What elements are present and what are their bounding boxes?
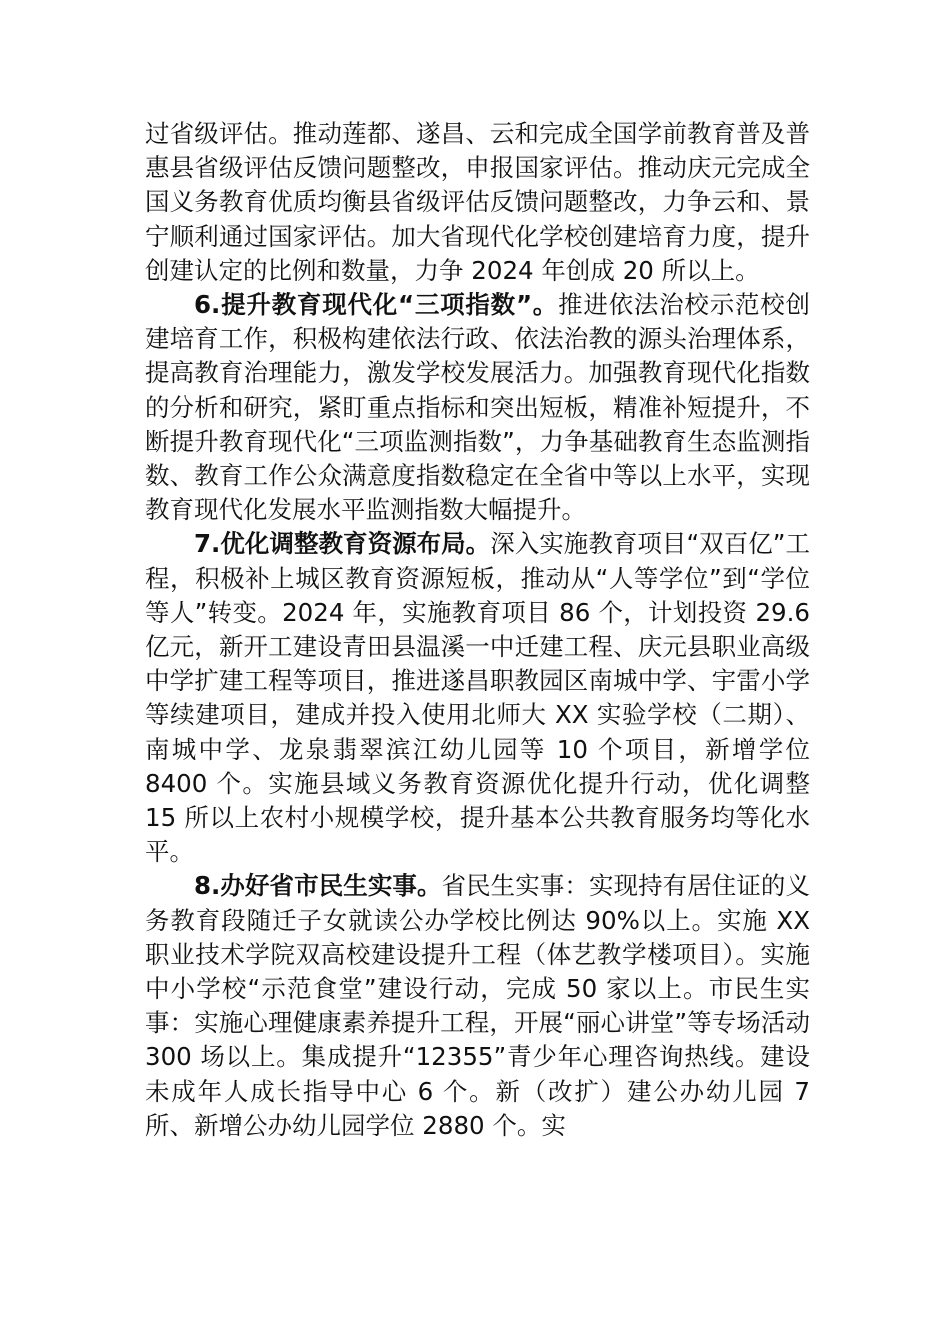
paragraph-section-7 [145,527,810,869]
paragraph-body: 推进依法治校示范校创建培育工作，积极构建依法行政、依法治教的源头治理体系，提高教育治理能力，激发学校发展活力。加强教育现代化指数的分析和研究，紧盯重点指标和突出短板，精准补短提升，不断提升教育现代化“三项监测指数”，力争基础教育生态监测指数、教育工作公众满意度指数稳定在全省中等以上水平，实现教育现代化发展水平监测指数大幅提升。 [145,290,811,525]
paragraph-body: 过省级评估。推动莲都、遂昌、云和完成全国学前教育普及普惠县省级评估反馈问题整改，申报国家评估。推动庆元完成全国义务教育优质均衡县省级评估反馈问题整改，力争云和、景宁顺利通过国家评估。加大省现代化学校创建培育力度，提升创建认定的比例和数量，力争 2024 年创成 20 所以上。 [145,119,810,285]
paragraph-body: 省民生实事：实现持有居住证的义务教育段随迁子女就读公办学校比例达 90%以上。实施 XX 职业技术学院双高校建设提升工程（体艺教学楼项目）。实施中小学校“示范食堂”建设行动，完成 50 家以上。市民生实事：实施心理健康素养提升工程，开展“丽心讲堂”等专场活动 300 场以上。集成提升“12355”青少年心理咨询热线。建设未成年人成长指导中心 6 个。新（改扩）建公办幼儿园 7 所、新增公办幼儿园学位 2880 个。实 [145,871,811,1140]
paragraph-section-8 [145,869,810,1143]
section-heading: 8.办好省市民生实事。 [194,871,442,901]
section-heading: 7.优化调整教育资源布局。 [194,529,491,559]
document-page [145,117,810,1143]
paragraph-body: 深入实施教育项目“双百亿”工程，积极补上城区教育资源短板，推动从“人等学位”到“学位等人”转变。2024 年，实施教育项目 86 个，计划投资 29.6 亿元，新开工建设青田县温溪一中迁建工程、庆元县职业高级中学扩建工程等项目，推进遂昌职教园区南城中学、宇雷小学等续建项目，建成并投入使用北师大 XX 实验学校（二期）、南城中学、龙泉翡翠滨江幼儿园等 10 个项目，新增学位 8400 个。实施县域义务教育资源优化提升行动，优化调整 15 所以上农村小规模学校，提升基本公共教育服务均等化水平。 [145,529,810,867]
paragraph-continuation [145,117,810,288]
section-heading: 6.提升教育现代化“三项指数”。 [194,290,559,320]
paragraph-section-6 [145,288,810,527]
